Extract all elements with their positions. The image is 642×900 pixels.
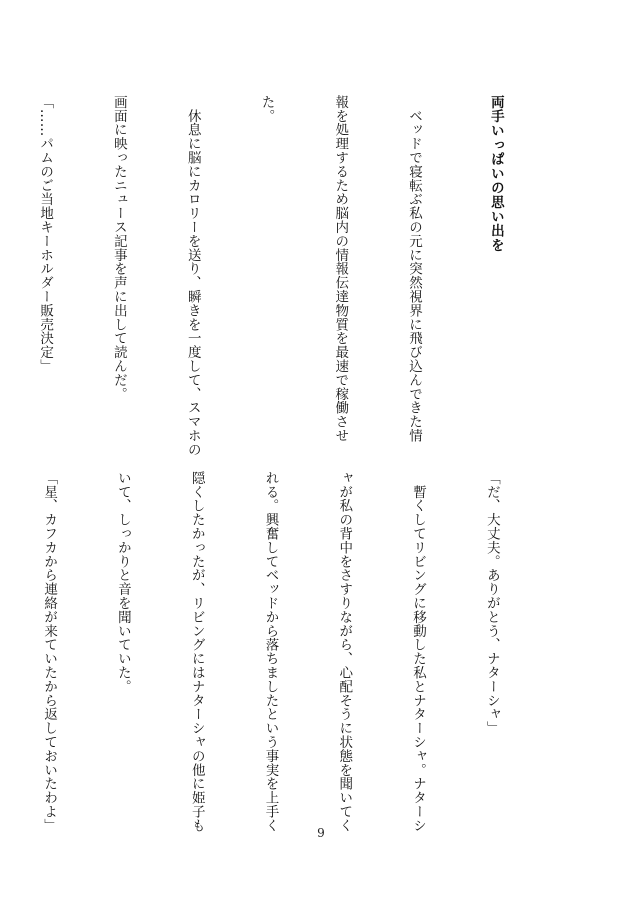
text-line: れる。興奮してベッドから落ちましたという事実を上手く	[262, 471, 279, 833]
text-line: た。	[258, 95, 275, 123]
text-line: ャが私の背中をさすりながら、心配そうに状態を聞いてく	[336, 471, 353, 833]
text-line: 「……パムのご当地キーホルダー販売決定」	[37, 95, 54, 373]
upper-text-block	[37, 95, 557, 457]
text-line: ベッドで寝転ぶ私の元に突然視界に飛び込んできた情	[406, 95, 423, 443]
page-number: 9	[317, 826, 325, 840]
text-line: 「星、カフカから連絡が来ていたから返しておいたわよ」	[41, 471, 58, 833]
text-line: いて、しっかりと音を聞いていた。	[114, 471, 131, 694]
text-line: 隠くしたかったが、リビングにはナターシャの他に姫子も	[188, 471, 205, 833]
text-line: 画面に映ったニュース記事を声に出して読んだ。	[110, 95, 127, 401]
chapter-title: 両手いっぱいの思い出を	[487, 95, 504, 253]
text-line: 報を処理するため脳内の情報伝達物質を最速で稼働させ	[332, 95, 349, 443]
text-line: 休息に脳にカロリーを送り、瞬きを一度して、スマホの	[184, 95, 201, 457]
text-line: 「だ、大丈夫。ありがとう、ナターシャ」	[483, 471, 500, 736]
text-line: 暫くしてリビングに移動した私とナターシャ。ナターシ	[410, 471, 427, 833]
lower-text-block	[41, 471, 553, 836]
